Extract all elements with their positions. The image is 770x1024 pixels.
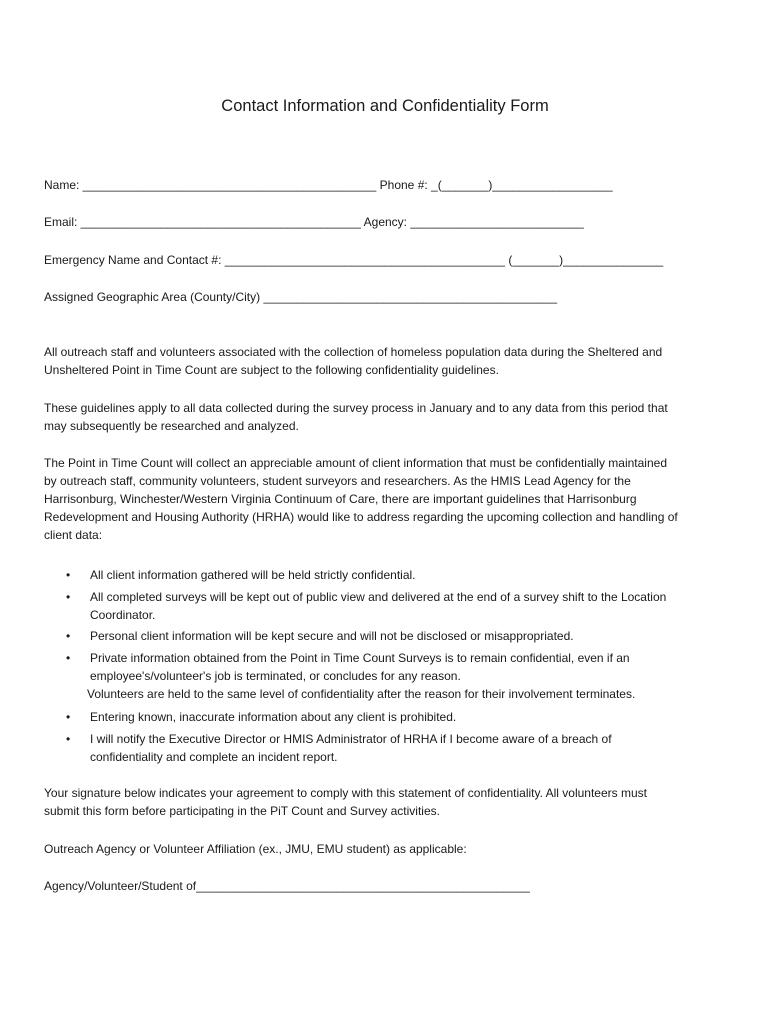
bullet-icon: • — [66, 710, 71, 724]
bullet-icon: • — [66, 629, 71, 643]
paragraph-line: Harrisonburg, Winchester/Western Virginia Continuum of Care, there are important guidelines that Harrisonburg — [44, 492, 637, 506]
agency-volunteer-field-line[interactable]: Agency/Volunteer/Student of__________________________________________________ — [44, 879, 530, 893]
bullet-icon: • — [66, 590, 71, 604]
bullet-item-notify — [90, 730, 730, 766]
paragraph-line: may subsequently be researched and analyzed. — [44, 419, 299, 433]
paragraph-line: The Point in Time Count will collect an appreciable amount of client information that must be confidentially maintained — [44, 456, 667, 470]
paragraph-intro — [44, 343, 734, 379]
bullet-line: All client information gathered will be held strictly confidential. — [90, 568, 416, 582]
bullet-icon: • — [66, 568, 71, 582]
bullet-item-secure — [90, 627, 730, 645]
bullet-line: All completed surveys will be kept out of public view and delivered at the end of a survey shift to the Location — [90, 590, 667, 604]
bullet-item-inaccurate — [90, 708, 730, 726]
form-title: Contact Information and Confidentiality Form — [221, 97, 549, 115]
paragraph-line: Unsheltered Point in Time Count are subject to the following confidentiality guidelines. — [44, 363, 499, 377]
geographic-area-field-line[interactable]: Assigned Geographic Area (County/City) ____________________________________________ — [44, 290, 558, 304]
bullet-line: employee's/volunteer's job is terminated, or concludes for any reason. — [90, 669, 461, 683]
paragraph-line: Redevelopment and Housing Authority (HRHA) would like to address regarding the upcoming collection and handling of — [44, 510, 678, 524]
bullet-icon: • — [66, 732, 71, 746]
bullet-line: Private information obtained from the Point in Time Count Surveys is to remain confidential, even if an — [90, 651, 630, 665]
paragraph-line: All outreach staff and volunteers associated with the collection of homeless population data during the Sheltered and — [44, 345, 663, 359]
paragraph-line: client data: — [44, 528, 103, 542]
volunteer-note: Volunteers are held to the same level of confidentiality after the reason for their involvement terminates. — [87, 687, 636, 701]
name-phone-field-line[interactable]: Name: ____________________________________________ Phone #: _(_______)__________________ — [44, 178, 613, 192]
bullet-item-private — [90, 649, 730, 685]
bullet-item-confidential — [90, 566, 730, 584]
emergency-contact-field-line[interactable]: Emergency Name and Contact #: __________________________________________ (_______)_______________ — [44, 253, 664, 267]
email-agency-field-line[interactable]: Email: __________________________________________ Agency: __________________________ — [44, 215, 584, 229]
affiliation-prompt: Outreach Agency or Volunteer Affiliation (ex., JMU, EMU student) as applicable: — [44, 842, 467, 856]
bullet-line: Entering known, inaccurate information about any client is prohibited. — [90, 710, 457, 724]
paragraph-guidelines — [44, 454, 734, 544]
bullet-item-surveys — [90, 588, 730, 624]
bullet-line: confidentiality and complete an incident report. — [90, 750, 338, 764]
paragraph-scope — [44, 399, 734, 435]
bullet-line: I will notify the Executive Director or HMIS Administrator of HRHA if I become aware of a breach of — [90, 732, 612, 746]
paragraph-line: submit this form before participating in the PiT Count and Survey activities. — [44, 804, 440, 818]
bullet-line: Coordinator. — [90, 608, 156, 622]
bullet-icon: • — [66, 651, 71, 665]
paragraph-line: These guidelines apply to all data collected during the survey process in January and to any data from this period that — [44, 401, 668, 415]
paragraph-line: by outreach staff, community volunteers, student surveyors and researchers. As the HMIS Lead Agency for the — [44, 474, 631, 488]
paragraph-line: Your signature below indicates your agreement to comply with this statement of confidentiality. All volunteers must — [44, 786, 647, 800]
paragraph-signature-agreement — [44, 784, 734, 820]
bullet-line: Personal client information will be kept secure and will not be disclosed or misappropriated. — [90, 629, 574, 643]
